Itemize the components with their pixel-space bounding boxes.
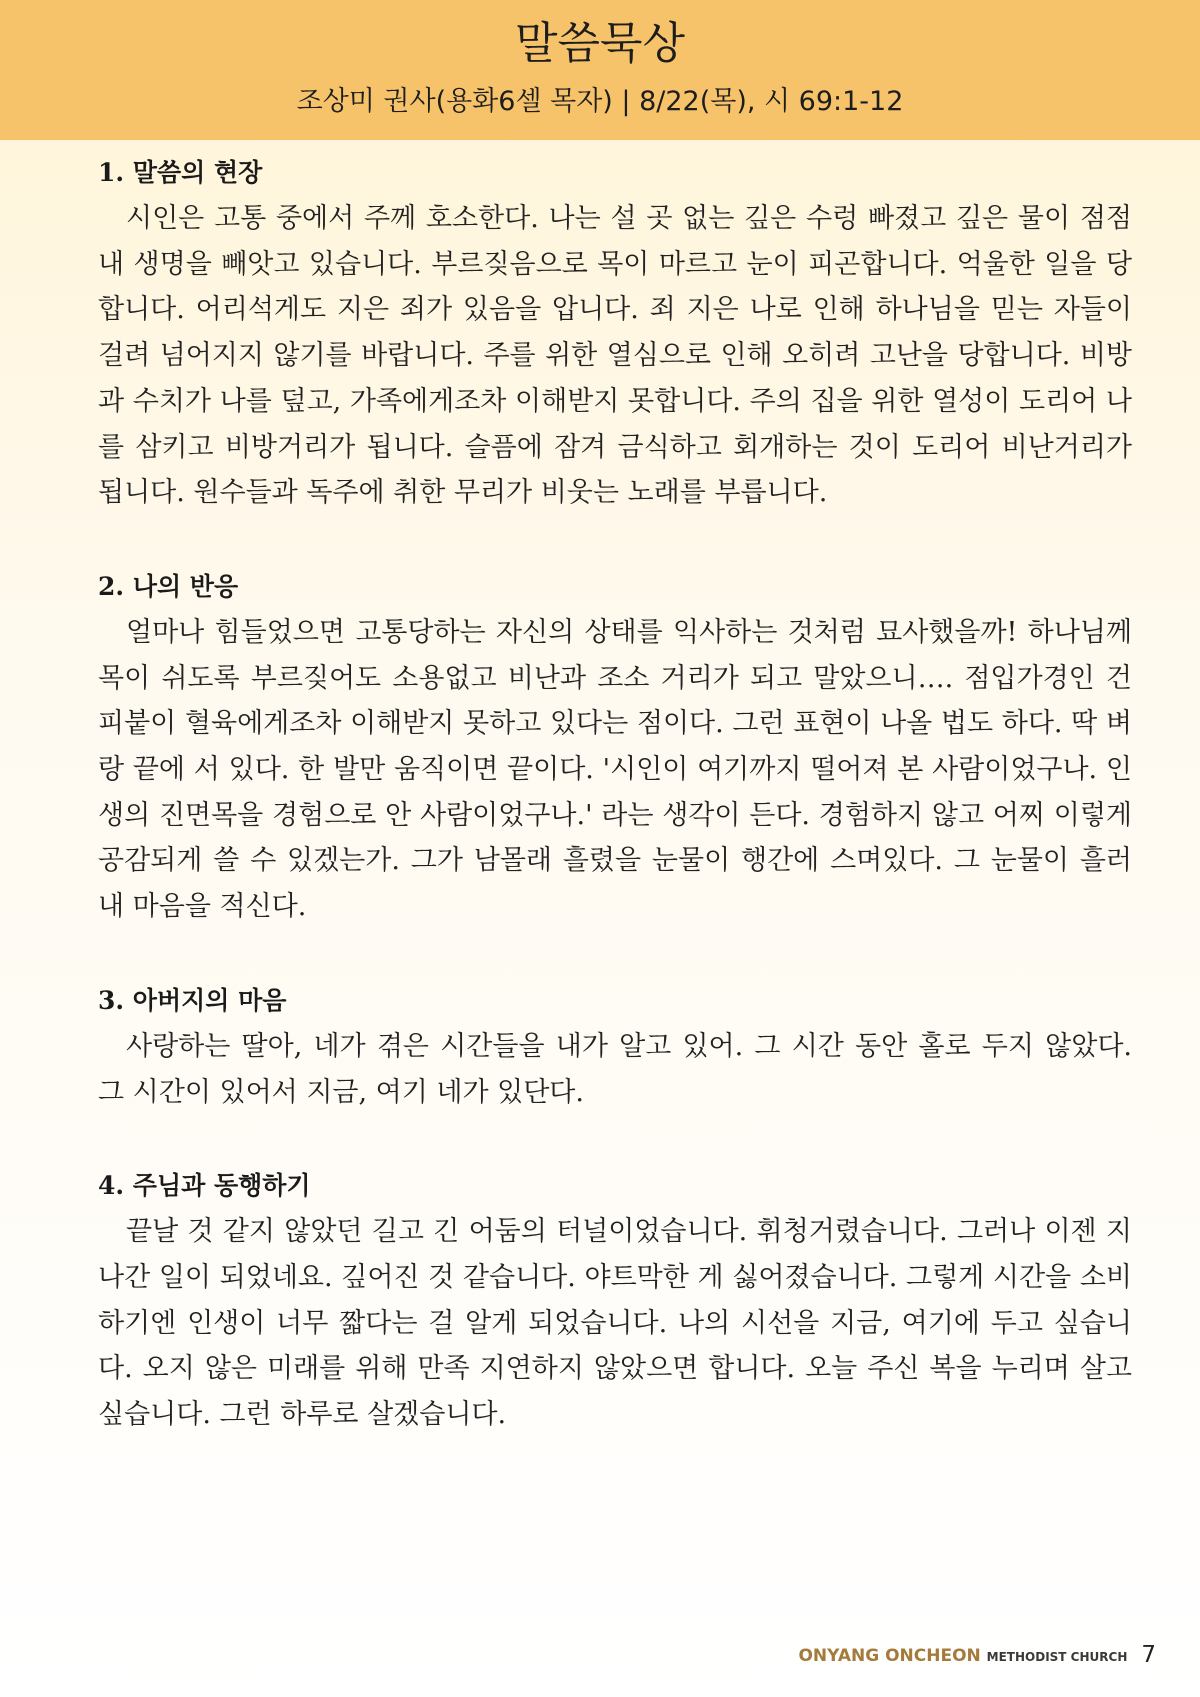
page-number: 7 — [1141, 1642, 1156, 1668]
section-heading: 3. 아버지의 마음 — [98, 985, 287, 1015]
page-title: 말씀묵상 — [514, 18, 685, 69]
main-content — [98, 150, 1132, 1486]
section-body: 사랑하는 딸아, 네가 겪은 시간들을 내가 알고 있어. 그 시간 동안 홀로 두지 않았다. 그 시간이 있어서 지금, 여기 네가 있단다. — [98, 1030, 1132, 1108]
section-heading: 1. 말씀의 현장 — [98, 158, 263, 187]
section-scripture-context — [98, 150, 1132, 516]
church-name — [798, 1646, 1127, 1667]
section-walking-with-lord — [98, 1163, 1132, 1438]
section-body: 끝날 것 같지 않았던 길고 긴 어둠의 터널이었습니다. 휘청거렸습니다. 그러나 이젠 지나간 일이 되었네요. 깊어진 것 같습니다. 야트막한 게 싫어졌습니다. 그렇게 시간을 소비하기엔 인생이 너무 짧다는 걸 알게 되었습니다. 나의 시선을 지금, 여기에 두고 싶습니다. 오지 않은 미래를 위해 만족 지연하지 않았으면 합니다. 오늘 주신 복을 누리며 살고 싶습니다. 그런 하루로 살겠습니다. — [98, 1216, 1132, 1431]
church-name-main: ONYANG ONCHEON — [798, 1646, 981, 1666]
section-heading: 4. 주님과 동행하기 — [98, 1171, 311, 1201]
section-my-response — [98, 564, 1132, 930]
church-name-sub: METHODIST CHURCH — [986, 1650, 1128, 1664]
section-body: 얼마나 힘들었으면 고통당하는 자신의 상태를 익사하는 것처럼 묘사했을까! 하나님께 목이 쉬도록 부르짖어도 소용없고 비난과 조소 거리가 되고 말았으니…. 점입가경인 건 피붙이 혈육에게조차 이해받지 못하고 있다는 점이다. 그런 표현이 나올 법도 하다. 딱 벼랑 끝에 서 있다. 한 발만 움직이면 끝이다. '시인이 여기까지 떨어져 본 사람이었구나. 인생의 진면목을 경험으로 안 사람이었구나.' 라는 생각이 든다. 경험하지 않고 어찌 이렇게 공감되게 쓸 수 있겠는가. 그가 남몰래 흘렸을 눈물이 행간에 스며있다. 그 눈물이 흘러 내 마음을 적신다. — [98, 616, 1132, 923]
page-footer — [798, 1643, 1156, 1667]
section-fathers-heart — [98, 978, 1132, 1115]
page-subtitle: 조상미 권사(용화6셀 목자) | 8/22(목), 시 69:1-12 — [296, 86, 904, 117]
section-heading: 2. 나의 반응 — [98, 571, 239, 601]
section-body: 시인은 고통 중에서 주께 호소한다. 나는 설 곳 없는 깊은 수렁 빠졌고 깊은 물이 점점 내 생명을 빼앗고 있습니다. 부르짖음으로 목이 마르고 눈이 피곤합니다. 억울한 일을 당합니다. 어리석게도 지은 죄가 있음을 압니다. 죄 지은 나로 인해 하나님을 믿는 자들이 걸려 넘어지지 않기를 바랍니다. 주를 위한 열심으로 인해 오히려 고난을 당합니다. 비방과 수치가 나를 덮고, 가족에게조차 이해받지 못합니다. 주의 집을 위한 열성이 도리어 나를 삼키고 비방거리가 됩니다. 슬픔에 잠겨 금식하고 회개하는 것이 도리어 비난거리가 됩니다. 원수들과 독주에 취한 무리가 비웃는 노래를 부릅니다. — [98, 203, 1132, 509]
page-header — [0, 0, 1200, 140]
